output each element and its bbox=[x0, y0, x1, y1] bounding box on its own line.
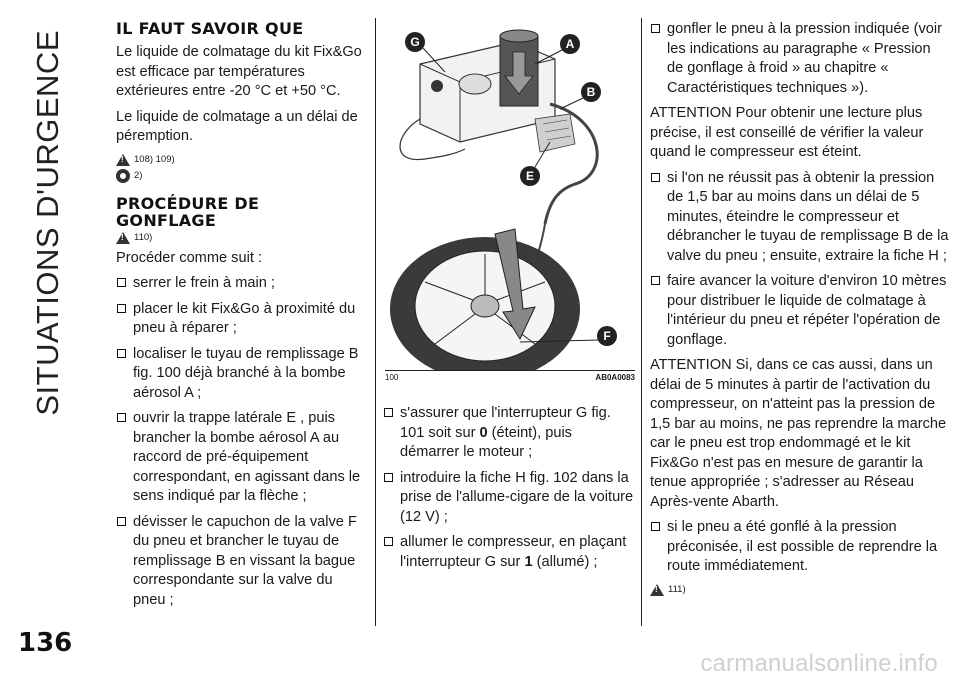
list-item bbox=[383, 533, 635, 572]
watermark: carmanualsonline.info bbox=[700, 650, 938, 677]
label-e bbox=[520, 166, 540, 186]
environment-icon bbox=[116, 169, 130, 183]
label-a-text: A bbox=[565, 37, 575, 51]
list-item: si le pneu a été gonflé à la pression préconisée, il est possible de reprendre la route immédiatement. bbox=[650, 518, 950, 577]
list-item: serrer le frein à main ; bbox=[116, 274, 368, 294]
heading-line: PROCÉDURE DE bbox=[116, 193, 260, 213]
heading-procedure bbox=[116, 195, 368, 229]
text-part: allumer le compresseur, en plaçant l'interrupteur G sur bbox=[400, 534, 627, 570]
text-part: (éteint), puis démarrer le moteur ; bbox=[400, 424, 572, 460]
figure-100 bbox=[385, 24, 635, 370]
heading-line: GONFLAGE bbox=[116, 210, 217, 230]
list-item: dévisser le capuchon de la valve F du pneu et brancher le tuyau de remplissage B en vissant la bague correspondante sur la valve du pneu ; bbox=[116, 513, 368, 611]
label-a bbox=[560, 34, 580, 54]
label-b bbox=[581, 82, 601, 102]
warning-triangle-icon bbox=[116, 154, 130, 166]
tire bbox=[390, 237, 580, 370]
list-item: gonfler le pneu à la pression indiquée (voir les indications au paragraphe « Pression de gonflage à froid » au chapitre « Caractéristiques techniques »). bbox=[650, 20, 950, 98]
label-f-text: F bbox=[603, 329, 611, 343]
steps-list bbox=[650, 518, 950, 577]
label-g-text: G bbox=[410, 35, 420, 49]
warning-triangle-icon bbox=[116, 232, 130, 244]
label-g bbox=[405, 32, 425, 52]
list-item: localiser le tuyau de remplissage B fig. 100 déjà branché à la bombe aérosol A ; bbox=[116, 345, 368, 404]
warning-triangle-icon bbox=[650, 584, 664, 596]
note-ref: 108) 109) bbox=[134, 154, 175, 165]
attention-paragraph: ATTENTION Si, dans ce cas aussi, dans un délai de 5 minutes à partir de l'activation du compresseur, on n'atteint pas la pression de 1,5 bar au moins, ne pas reprendre la marche car le pneu est trop endommagé et le kit Fix&Go n'est pas en mesure de garantir la tenue appropriée ; s'adresser au Réseau Après-vente Abarth. bbox=[650, 357, 947, 510]
column-1 bbox=[116, 20, 368, 616]
steps-list bbox=[650, 169, 950, 351]
text-part: (allumé) ; bbox=[532, 553, 598, 570]
list-item: placer le kit Fix&Go à proximité du pneu à réparer ; bbox=[116, 300, 368, 339]
paragraph: Le liquide de colmatage a un délai de péremption. bbox=[116, 108, 358, 144]
aerosol-can bbox=[500, 30, 538, 106]
column-divider bbox=[641, 18, 642, 626]
column-divider bbox=[375, 18, 376, 626]
warning-note bbox=[116, 231, 368, 245]
side-hatch bbox=[535, 114, 575, 152]
warning-note bbox=[650, 583, 950, 597]
list-item: si l'on ne réussit pas à obtenir la pression de 1,5 bar au moins dans un délai de 5 minutes, éteindre le compresseur et débrancher le tuyau de remplissage B de la valve du pneu ; ensuite, extraire la fiche H ; bbox=[650, 169, 950, 267]
page-number: 136 bbox=[18, 628, 73, 658]
label-b-text: B bbox=[586, 85, 596, 99]
label-f bbox=[597, 326, 617, 346]
info-note bbox=[116, 169, 368, 183]
paragraph: Le liquide de colmatage du kit Fix&Go est efficace par températures extérieures entre -20 °C et +50 °C. bbox=[116, 44, 362, 99]
note-ref: 2) bbox=[134, 170, 143, 181]
figure-number: 100 bbox=[385, 373, 399, 382]
warning-note bbox=[116, 153, 368, 167]
figure-caption-bar bbox=[385, 370, 635, 385]
heading-il-faut-savoir: IL FAUT SAVOIR QUE bbox=[116, 19, 304, 38]
label-e-text: E bbox=[525, 169, 535, 183]
steps-list bbox=[116, 274, 368, 610]
text-part: s'assurer que l'interrupteur G fig. 101 soit sur bbox=[400, 405, 611, 441]
list-item: faire avancer la voiture d'environ 10 mètres pour distribuer le liquide de colmatage à l'intérieur du pneu et répéter l'opération de gonflage. bbox=[650, 272, 950, 350]
chapter-title-text: SITUATIONS D'URGENCE bbox=[29, 30, 65, 416]
column-2 bbox=[383, 404, 635, 578]
compressor-illustration bbox=[385, 24, 635, 370]
note-ref: 110) bbox=[134, 232, 153, 243]
steps-list bbox=[383, 404, 635, 572]
list-item: ouvrir la trappe latérale E , puis brancher la bombe aérosol A au raccord de pré-équipement correspondant, en agissant dans le sens indiqué par la flèche ; bbox=[116, 409, 368, 507]
list-item bbox=[383, 404, 635, 463]
list-item: introduire la fiche H fig. 102 dans la prise de l'allume-cigare de la voiture (12 V) ; bbox=[383, 469, 635, 528]
steps-list bbox=[650, 20, 950, 98]
paragraph: Procéder comme suit : bbox=[116, 249, 262, 266]
note-ref: 111) bbox=[668, 584, 686, 595]
switch-off-value: 0 bbox=[479, 424, 488, 441]
attention-paragraph: ATTENTION Pour obtenir une lecture plus précise, il est conseillé de vérifier la valeur quand le compresseur est éteint. bbox=[650, 105, 924, 160]
column-3 bbox=[650, 20, 950, 599]
switch-on-value: 1 bbox=[524, 553, 533, 570]
figure-code: AB0A0083 bbox=[595, 373, 635, 382]
chapter-side-title bbox=[2, 30, 92, 630]
